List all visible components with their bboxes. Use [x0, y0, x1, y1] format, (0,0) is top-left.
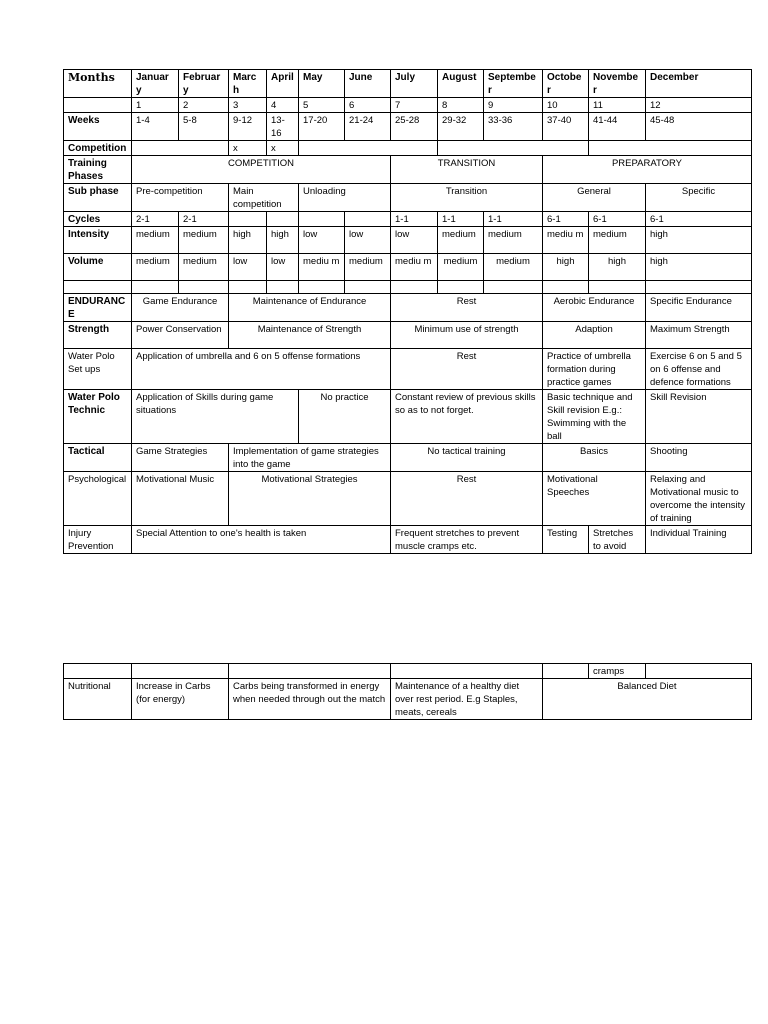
weeks-cell: 9-12	[229, 113, 267, 141]
month-april: April	[267, 70, 299, 98]
volume-cell: medium	[345, 254, 391, 281]
month-may: May	[299, 70, 345, 98]
intensity-cell: high	[267, 227, 299, 254]
month-number: 11	[589, 98, 646, 113]
weeks-cell: 45-48	[646, 113, 752, 141]
intensity-cell: medium	[438, 227, 484, 254]
phase-transition: TRANSITION	[391, 156, 543, 184]
volume-cell: medium	[179, 254, 229, 281]
weeks-label: Weeks	[64, 113, 132, 141]
cycles-cell: 2-1	[179, 212, 229, 227]
tactical-implementation: Implementation of game strategies into the game	[229, 444, 391, 472]
tactical-row	[64, 444, 752, 472]
weeks-cell: 37-40	[543, 113, 589, 141]
cycles-cell: 1-1	[391, 212, 438, 227]
nutritional-maintenance: Maintenance of a healthy diet over rest period. E.g Staples, meats, cereals	[391, 679, 543, 720]
weeks-cell: 13-16	[267, 113, 299, 141]
cycles-cell	[267, 212, 299, 227]
month-number: 1	[132, 98, 179, 113]
tactical-label: Tactical	[64, 444, 132, 472]
empty-cell	[543, 664, 589, 679]
month-number: 12	[646, 98, 752, 113]
competition-cell	[132, 141, 229, 156]
month-number: 10	[543, 98, 589, 113]
month-june: June	[345, 70, 391, 98]
volume-cell: medium	[132, 254, 179, 281]
annual-training-plan-table-continued	[63, 663, 752, 720]
endurance-aerobic: Aerobic Endurance	[543, 294, 646, 322]
month-number-row	[64, 98, 752, 113]
cycles-cell	[299, 212, 345, 227]
empty-cell	[64, 281, 132, 294]
months-row	[64, 70, 752, 98]
sub-phase-label: Sub phase	[64, 184, 132, 212]
volume-label: Volume	[64, 254, 132, 281]
setups-rest: Rest	[391, 349, 543, 390]
endurance-specific: Specific Endurance	[646, 294, 752, 322]
intensity-cell: low	[391, 227, 438, 254]
months-label: Months	[64, 70, 132, 98]
annual-training-plan-table	[63, 69, 752, 554]
competition-cell	[299, 141, 438, 156]
setups-practice: Practice of umbrella formation during practice games	[543, 349, 646, 390]
technic-basic: Basic technique and Skill revision E.g.: Swimming with the ball	[543, 390, 646, 444]
psychological-rest: Rest	[391, 472, 543, 526]
sub-phase-transition: Transition	[391, 184, 543, 212]
volume-cell: medium	[438, 254, 484, 281]
weeks-cell: 1-4	[132, 113, 179, 141]
strength-power: Power Conservation	[132, 322, 229, 349]
empty-cell	[179, 281, 229, 294]
empty-cell	[543, 281, 589, 294]
psychological-music: Motivational Music	[132, 472, 229, 526]
spacer-row	[64, 281, 752, 294]
month-number: 6	[345, 98, 391, 113]
month-number: 7	[391, 98, 438, 113]
technic-no-practice: No practice	[299, 390, 391, 444]
continued-row	[64, 664, 752, 679]
volume-cell: low	[267, 254, 299, 281]
endurance-maintenance: Maintenance of Endurance	[229, 294, 391, 322]
month-number: 9	[484, 98, 543, 113]
strength-row	[64, 322, 752, 349]
nutritional-transformed: Carbs being transformed in energy when needed through out the match	[229, 679, 391, 720]
nutritional-row	[64, 679, 752, 720]
empty-cell	[267, 281, 299, 294]
strength-maximum: Maximum Strength	[646, 322, 752, 349]
intensity-label: Intensity	[64, 227, 132, 254]
cycles-cell	[345, 212, 391, 227]
sub-phase-main-competition: Main competition	[229, 184, 299, 212]
phase-competition: COMPETITION	[132, 156, 391, 184]
month-march: Marc h	[229, 70, 267, 98]
tactical-none: No tactical training	[391, 444, 543, 472]
technic-revision: Skill Revision	[646, 390, 752, 444]
empty-cell	[64, 664, 132, 679]
weeks-cell: 33-36	[484, 113, 543, 141]
intensity-row	[64, 227, 752, 254]
volume-cell: high	[589, 254, 646, 281]
month-december: December	[646, 70, 752, 98]
weeks-cell: 5-8	[179, 113, 229, 141]
cycles-label: Cycles	[64, 212, 132, 227]
sub-phase-general: General	[543, 184, 646, 212]
intensity-cell: medium	[179, 227, 229, 254]
weeks-cell: 17-20	[299, 113, 345, 141]
strength-minimum: Minimum use of strength	[391, 322, 543, 349]
injury-label: Injury Prevention	[64, 526, 132, 554]
sub-phase-specific: Specific	[646, 184, 752, 212]
tactical-strategies: Game Strategies	[132, 444, 229, 472]
intensity-cell: mediu m	[543, 227, 589, 254]
empty-cell	[646, 281, 752, 294]
psychological-label: Psychological	[64, 472, 132, 526]
training-phases-label: Training Phases	[64, 156, 132, 184]
psychological-speeches: Motivational Speeches	[543, 472, 646, 526]
tactical-shooting: Shooting	[646, 444, 752, 472]
setups-exercise: Exercise 6 on 5 and 5 on 6 offense and defence formations	[646, 349, 752, 390]
injury-stretches-avoid: Stretches to avoid	[589, 526, 646, 554]
intensity-cell: low	[299, 227, 345, 254]
volume-cell: high	[646, 254, 752, 281]
injury-stretches: Frequent stretches to prevent muscle cramps etc.	[391, 526, 543, 554]
tactical-basics: Basics	[543, 444, 646, 472]
nutritional-label: Nutritional	[64, 679, 132, 720]
empty-cell	[132, 664, 229, 679]
strength-label: Strength	[64, 322, 132, 349]
intensity-cell: high	[646, 227, 752, 254]
psychological-row	[64, 472, 752, 526]
setups-application: Application of umbrella and 6 on 5 offense formations	[132, 349, 391, 390]
competition-cell	[589, 141, 752, 156]
strength-maintenance: Maintenance of Strength	[229, 322, 391, 349]
intensity-cell: high	[229, 227, 267, 254]
competition-mark-april: x	[267, 141, 299, 156]
cycles-cell: 2-1	[132, 212, 179, 227]
competition-label: Competition	[64, 141, 132, 156]
volume-cell: mediu m	[391, 254, 438, 281]
setups-row	[64, 349, 752, 390]
intensity-cell: low	[345, 227, 391, 254]
empty-cell	[589, 281, 646, 294]
empty-cell	[484, 281, 543, 294]
weeks-row	[64, 113, 752, 141]
month-august: August	[438, 70, 484, 98]
phase-preparatory: PREPARATORY	[543, 156, 752, 184]
psychological-strategies: Motivational Strategies	[229, 472, 391, 526]
month-number: 4	[267, 98, 299, 113]
competition-cell	[438, 141, 589, 156]
month-number: 8	[438, 98, 484, 113]
cycles-cell: 6-1	[589, 212, 646, 227]
number-label-empty	[64, 98, 132, 113]
empty-cell	[345, 281, 391, 294]
sub-phase-row	[64, 184, 752, 212]
injury-individual: Individual Training	[646, 526, 752, 554]
nutritional-balanced: Balanced Diet	[543, 679, 752, 720]
endurance-row	[64, 294, 752, 322]
technic-label: Water Polo Technic	[64, 390, 132, 444]
intensity-cell: medium	[484, 227, 543, 254]
empty-cell	[646, 664, 752, 679]
cycles-cell	[229, 212, 267, 227]
month-february: February	[179, 70, 229, 98]
volume-cell: high	[543, 254, 589, 281]
empty-cell	[391, 281, 438, 294]
technic-row	[64, 390, 752, 444]
empty-cell	[299, 281, 345, 294]
setups-label: Water Polo Set ups	[64, 349, 132, 390]
month-number: 5	[299, 98, 345, 113]
injury-row	[64, 526, 752, 554]
competition-row	[64, 141, 752, 156]
month-october: Octobe r	[543, 70, 589, 98]
endurance-rest: Rest	[391, 294, 543, 322]
technic-application: Application of Skills during game situations	[132, 390, 299, 444]
nutritional-carbs: Increase in Carbs (for energy)	[132, 679, 229, 720]
month-july: July	[391, 70, 438, 98]
injury-cramps-continued: cramps	[589, 664, 646, 679]
intensity-cell: medium	[589, 227, 646, 254]
month-number: 2	[179, 98, 229, 113]
intensity-cell: medium	[132, 227, 179, 254]
weeks-cell: 21-24	[345, 113, 391, 141]
weeks-cell: 29-32	[438, 113, 484, 141]
sub-phase-unloading: Unloading	[299, 184, 391, 212]
cycles-cell: 1-1	[484, 212, 543, 227]
cycles-cell: 6-1	[543, 212, 589, 227]
empty-cell	[229, 664, 391, 679]
injury-testing: Testing	[543, 526, 589, 554]
cycles-row	[64, 212, 752, 227]
month-january: January	[132, 70, 179, 98]
injury-attention: Special Attention to one's health is taken	[132, 526, 391, 554]
cycles-cell: 1-1	[438, 212, 484, 227]
competition-mark-march: x	[229, 141, 267, 156]
training-phases-row	[64, 156, 752, 184]
endurance-label: ENDURANCE	[64, 294, 132, 322]
cycles-cell: 6-1	[646, 212, 752, 227]
sub-phase-pre-competition: Pre-competition	[132, 184, 229, 212]
month-number: 3	[229, 98, 267, 113]
volume-row	[64, 254, 752, 281]
empty-cell	[438, 281, 484, 294]
weeks-cell: 25-28	[391, 113, 438, 141]
month-november: November	[589, 70, 646, 98]
empty-cell	[391, 664, 543, 679]
endurance-game: Game Endurance	[132, 294, 229, 322]
psychological-relaxing: Relaxing and Motivational music to overcome the intensity of training	[646, 472, 752, 526]
empty-cell	[132, 281, 179, 294]
volume-cell: mediu m	[299, 254, 345, 281]
weeks-cell: 41-44	[589, 113, 646, 141]
empty-cell	[229, 281, 267, 294]
volume-cell: medium	[484, 254, 543, 281]
month-september: September	[484, 70, 543, 98]
technic-review: Constant review of previous skills so as to not forget.	[391, 390, 543, 444]
volume-cell: low	[229, 254, 267, 281]
strength-adaption: Adaption	[543, 322, 646, 349]
